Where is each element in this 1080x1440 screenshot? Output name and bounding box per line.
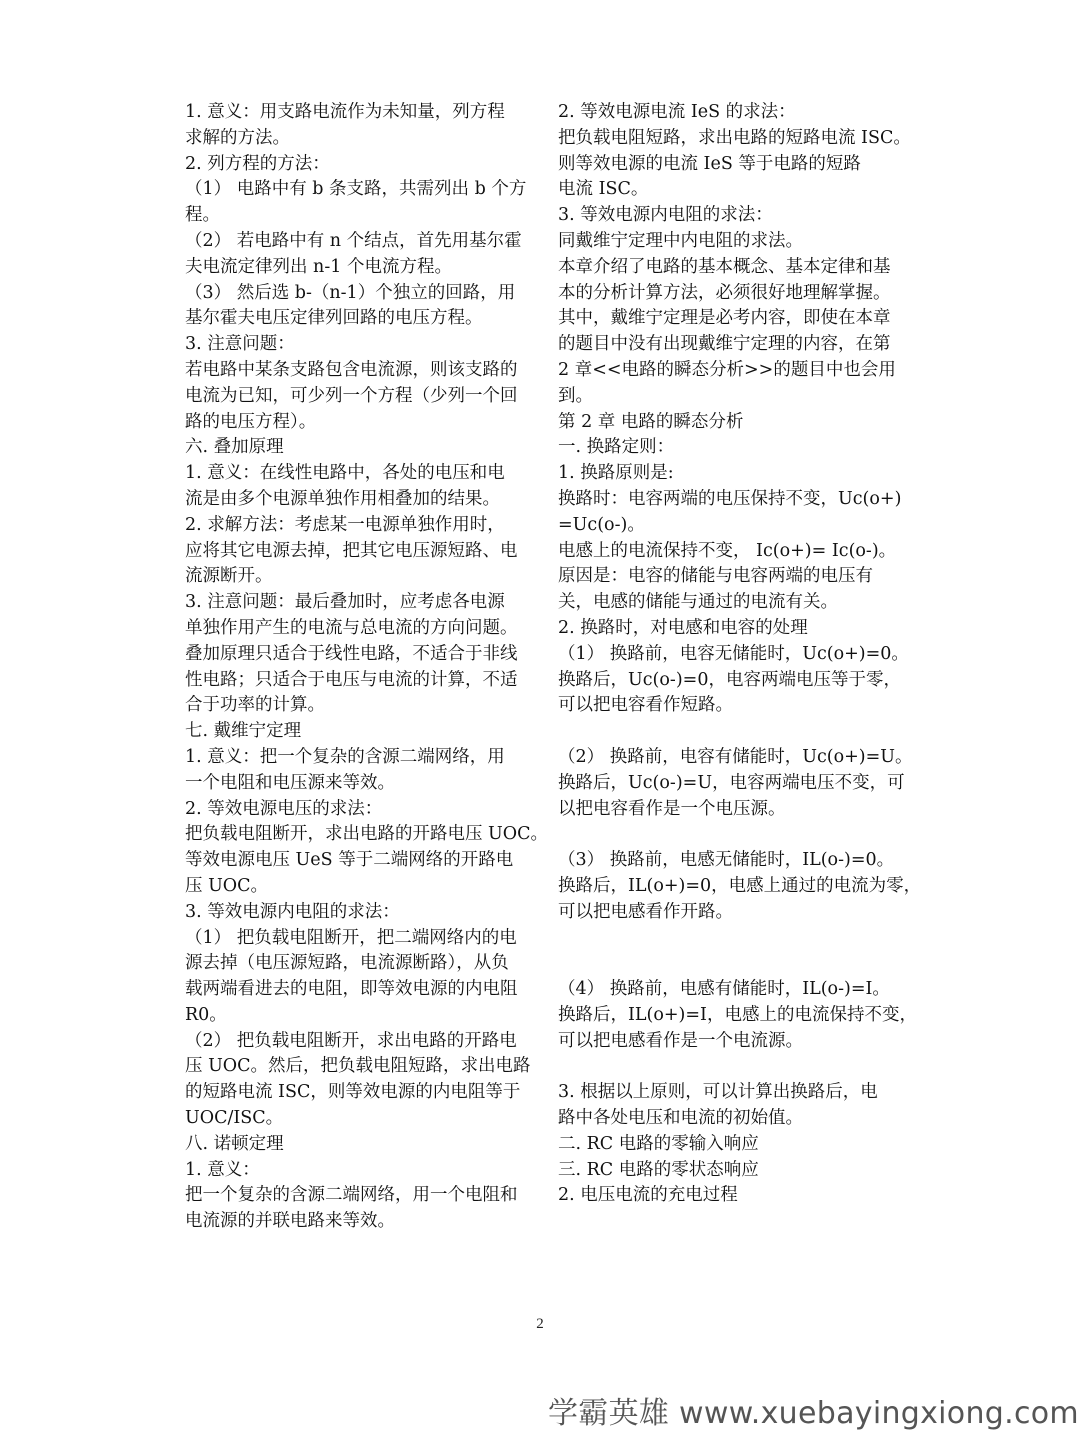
right-column-line: 原因是：电容的储能与电容两端的电压有 <box>558 566 873 587</box>
left-column-line: 2. 等效电源电压的求法： <box>185 798 383 819</box>
left-column-line: 把负载电阻断开，求出电路的开路电压 UOC。 <box>185 824 549 845</box>
right-column-line: 换路后，Uc(o-)=U，电容两端电压不变，可 <box>558 772 905 793</box>
right-column-spacer <box>558 1054 903 1080</box>
right-column-line: 本的分析计算方法，必须很好地理解掌握。 <box>558 282 891 303</box>
left-column-line: 压 UOC。然后，把负载电阻短路，求出电路 <box>185 1056 531 1077</box>
right-column-line: 可以把电容看作短路。 <box>558 695 733 716</box>
right-column-spacer <box>558 926 903 952</box>
right-column-line: 1. 换路原则是: <box>558 463 674 484</box>
right-column-line: 3. 根据以上原则，可以计算出换路后，电 <box>558 1082 878 1103</box>
left-column-line: 单独作用产生的电流与总电流的方向问题。 <box>185 617 518 638</box>
left-column-line: 夫电流定律列出 n-1 个电流方程。 <box>185 256 452 277</box>
left-column-line: UOC/ISC。 <box>185 1108 284 1129</box>
right-column-line: 一. 换路定则： <box>558 437 675 458</box>
site-watermark: 学霸英雄 www.xuebayingxiong.com <box>548 1396 1079 1431</box>
left-column-line: （1） 把负载电阻断开，把二端网络内的电 <box>185 927 517 948</box>
left-column-line: 3. 等效电源内电阻的求法： <box>185 901 400 922</box>
right-column-line: 路中各处电压和电流的初始值。 <box>558 1108 803 1129</box>
page-number: 2 <box>536 1316 544 1332</box>
right-column-spacer <box>558 719 903 745</box>
left-column-line: 1. 意义：把一个复杂的含源二端网络，用 <box>185 746 505 767</box>
right-column-line: 电感上的电流保持不变， Ic(o+)= Ic(o-)。 <box>558 540 897 561</box>
left-column-line: 流是由多个电源单独作用相叠加的结果。 <box>185 488 500 509</box>
right-column-line: （3） 换路前，电感无储能时，IL(o-)=0。 <box>558 850 895 871</box>
right-column-line: 换路时：电容两端的电压保持不变，Uc(o+) <box>558 488 902 509</box>
left-column-line: 载两端看进去的电阻，即等效电源的内电阻 <box>185 979 518 1000</box>
left-column-line: 1. 意义：在线性电路中，各处的电压和电 <box>185 463 505 484</box>
right-column-line: 电流 ISC。 <box>558 179 649 200</box>
left-column-line: 2. 列方程的方法： <box>185 153 330 174</box>
right-column-line: （1） 换路前，电容无储能时，Uc(o+)=0。 <box>558 643 909 664</box>
right-column-line: =Uc(o-)。 <box>558 514 645 535</box>
left-column-line: 的短路电流 ISC，则等效电源的内电阻等于 <box>185 1082 521 1103</box>
right-column-line: 三. RC 电路的零状态响应 <box>558 1159 759 1180</box>
left-column-line: （3） 然后选 b-（n-1）个独立的回路，用 <box>185 282 516 303</box>
right-column-line: 以把电容看作是一个电压源。 <box>558 798 786 819</box>
right-column-line: 的题目中没有出现戴维宁定理的内容，在第 <box>558 334 891 355</box>
left-column-line: 路的电压方程）。 <box>185 411 317 432</box>
left-column-line: 3. 注意问题：最后叠加时，应考虑各电源 <box>185 592 505 613</box>
right-column-line: 换路后，Uc(o-)=0，电容两端电压等于零， <box>558 669 901 690</box>
left-column-line: 流源断开。 <box>185 566 273 587</box>
right-column-spacer <box>558 951 903 977</box>
right-column-line: 二. RC 电路的零输入响应 <box>558 1133 759 1154</box>
left-column-line: （2） 把负载电阻断开，求出电路的开路电 <box>185 1030 517 1051</box>
left-column-line: 程。 <box>185 205 220 226</box>
right-column-line: 本章介绍了电路的基本概念、基本定律和基 <box>558 256 891 277</box>
left-column-line: 电流源的并联电路来等效。 <box>185 1211 395 1232</box>
left-column-line: 叠加原理只适合于线性电路，不适合于非线 <box>185 643 518 664</box>
left-column-line: 八. 诺顿定理 <box>185 1133 284 1154</box>
left-column-line: R0。 <box>185 1004 227 1025</box>
left-column-line: 1. 意义： <box>185 1159 260 1180</box>
right-column-spacer <box>558 822 903 848</box>
left-column-line: 等效电源电压 UeS 等于二端网络的开路电 <box>185 850 514 871</box>
left-column-line: 合于功率的计算。 <box>185 695 325 716</box>
left-column-line: 1. 意义：用支路电流作为未知量，列方程 <box>185 102 505 122</box>
left-column-line: 电流为已知，可少列一个方程（少列一个回 <box>185 385 518 406</box>
left-column-line: 一个电阻和电压源来等效。 <box>185 772 395 793</box>
left-column-line: 基尔霍夫电压定律列回路的电压方程。 <box>185 308 483 329</box>
right-column-line: 2. 换路时，对电感和电容的处理 <box>558 617 808 638</box>
right-column-line: 3. 等效电源内电阻的求法： <box>558 205 773 226</box>
left-column-line: （2） 若电路中有 n 个结点，首先用基尔霍 <box>185 230 522 251</box>
right-column-line: 2. 等效电源电流 IeS 的求法： <box>558 102 796 122</box>
left-column-line: 七. 戴维宁定理 <box>185 721 302 742</box>
left-column-line: 3. 注意问题： <box>185 334 295 355</box>
right-column-line: 可以把电感看作是一个电流源。 <box>558 1030 803 1051</box>
left-column-line: 2. 求解方法：考虑某一电源单独作用时， <box>185 514 505 535</box>
left-column-line: 压 UOC。 <box>185 875 269 896</box>
right-column-line: 则等效电源的电流 IeS 等于电路的短路 <box>558 153 861 174</box>
right-column-line: 2 章<<电路的瞬态分析>>的题目中也会用 <box>558 359 896 380</box>
left-column-line: 源去掉（电压源短路，电流源断路），从负 <box>185 953 509 974</box>
left-column-line: 性电路；只适合于电压与电流的计算，不适 <box>185 669 518 690</box>
right-column-line: 换路后，IL(o+)=I，电感上的电流保持不变， <box>558 1004 917 1025</box>
right-text-column <box>558 100 922 1209</box>
right-column-line: 同戴维宁定理中内电阻的求法。 <box>558 230 803 251</box>
left-column-line: 若电路中某条支路包含电流源，则该支路的 <box>185 359 518 380</box>
right-column-line: 第 2 章 电路的瞬态分析 <box>558 411 744 432</box>
right-column-line: 可以把电感看作开路。 <box>558 901 733 922</box>
left-text-column <box>185 100 549 1235</box>
right-column-line: （2） 换路前，电容有储能时，Uc(o+)=U。 <box>558 746 913 767</box>
right-column-line: 关，电感的储能与通过的电流有关。 <box>558 592 838 613</box>
right-column-line: 换路后，IL(o+)=0，电感上通过的电流为零， <box>558 875 922 896</box>
right-column-line: 把负载电阻短路，求出电路的短路电流 ISC。 <box>558 127 911 148</box>
left-column-line: （1） 电路中有 b 条支路，共需列出 b 个方 <box>185 179 527 200</box>
right-column-line: 到。 <box>558 385 593 406</box>
right-column-line: （4） 换路前，电感有储能时，IL(o-)=I。 <box>558 979 890 1000</box>
left-column-line: 应将其它电源去掉，把其它电压源短路、电 <box>185 540 518 561</box>
left-column-line: 把一个复杂的含源二端网络，用一个电阻和 <box>185 1185 518 1206</box>
right-column-line: 2. 电压电流的充电过程 <box>558 1185 738 1206</box>
left-column-line: 六. 叠加原理 <box>185 437 284 458</box>
right-column-line: 其中，戴维宁定理是必考内容，即使在本章 <box>558 308 891 329</box>
left-column-line: 求解的方法。 <box>185 127 290 148</box>
